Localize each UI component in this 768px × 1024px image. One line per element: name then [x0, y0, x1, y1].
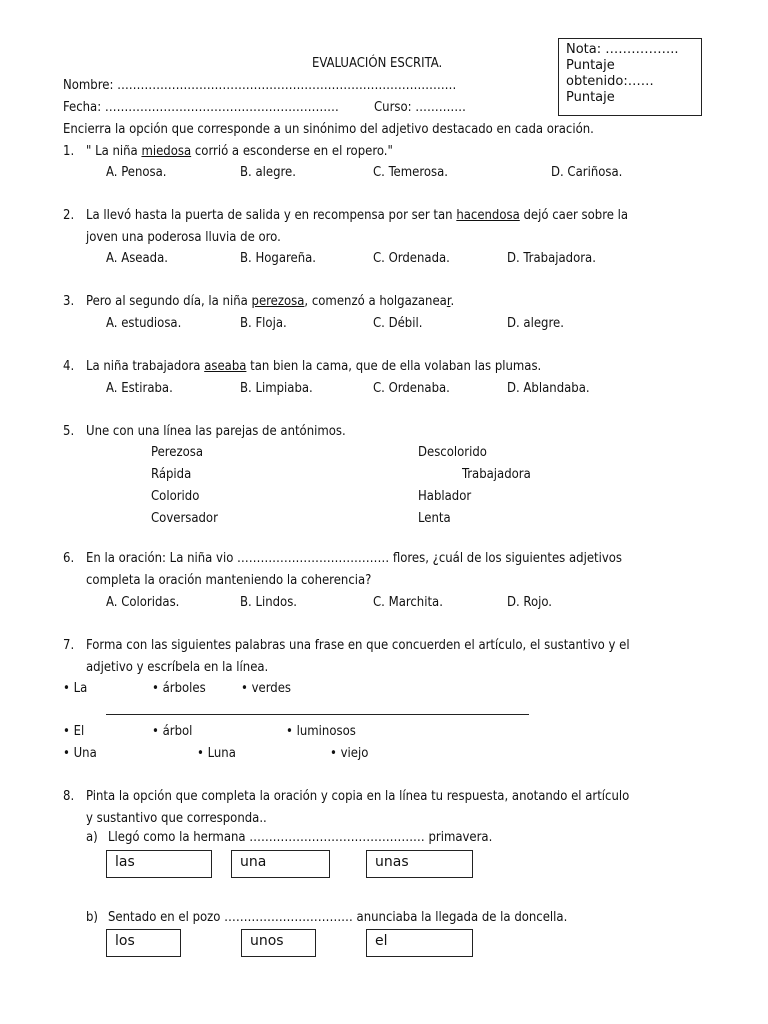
question-7-text-line2: adjetivo y escríbela en la línea. [86, 660, 269, 675]
q4-option-a[interactable]: A. Estiraba. [106, 381, 173, 396]
q6-option-b[interactable]: B. Lindos. [240, 595, 298, 610]
question-7-text: Forma con las siguientes palabras una frase en que concuerden el artículo, el sustantivo y el [86, 638, 630, 653]
course-field: Curso: …………. [374, 100, 466, 115]
grade-score-label-2: Puntaje [566, 90, 615, 105]
q8b-option-box[interactable]: unos [241, 929, 316, 957]
q1-option-d[interactable]: D. Cariñosa. [551, 165, 623, 180]
highlighted-word: perezosa [251, 294, 305, 309]
q8a-option-box[interactable]: unas [366, 850, 473, 878]
q8a-option-box[interactable]: las [106, 850, 212, 878]
q7-word-article: • El [63, 724, 85, 739]
grade-obtained: obtenido:…… [566, 74, 654, 89]
q8b-sentence: Sentado en el pozo …………………………… anunciaba la llegada de la doncella. [108, 910, 568, 925]
q2-option-a[interactable]: A. Aseada. [106, 251, 168, 266]
question-8-text: Pinta la opción que completa la oración y copia en la línea tu respuesta, anotando el artículo [86, 789, 630, 804]
question-8-number: 8. [63, 789, 75, 804]
q8a-sentence: Llegó como la hermana ……………………………………… primavera. [108, 830, 493, 845]
q8b-option-box[interactable]: los [106, 929, 181, 957]
question-6-number: 6. [63, 551, 75, 566]
question-5-text: Une con una línea las parejas de antónimos. [86, 424, 346, 439]
q1-option-a[interactable]: A. Penosa. [106, 165, 167, 180]
q6-option-d[interactable]: D. Rojo. [507, 595, 553, 610]
instruction-text: Encierra la opción que corresponde a un sinónimo del adjetivo destacado en cada oración. [63, 122, 594, 137]
q1-option-b[interactable]: B. alegre. [240, 165, 296, 180]
question-2-number: 2. [63, 208, 75, 223]
question-5-number: 5. [63, 424, 75, 439]
highlighted-word: miedosa [141, 144, 192, 159]
question-7-number: 7. [63, 638, 75, 653]
q4-option-b[interactable]: B. Limpiaba. [240, 381, 313, 396]
question-2-text-line2: joven una poderosa lluvia de oro. [86, 230, 281, 245]
question-4-text: La niña trabajadora aseaba tan bien la cama, que de ella volaban las plumas. [86, 359, 542, 374]
page-title: EVALUACIÓN ESCRITA. [312, 56, 443, 71]
q6-option-a[interactable]: A. Coloridas. [106, 595, 180, 610]
q5-left-word[interactable]: Perezosa [151, 445, 204, 460]
q4-option-c[interactable]: C. Ordenaba. [373, 381, 450, 396]
q6-option-c[interactable]: C. Marchita. [373, 595, 443, 610]
question-2-text: La llevó hasta la puerta de salida y en recompensa por ser tan hacendosa dejó caer sobre la [86, 208, 629, 223]
name-field: Nombre: …………………………………………………………………………… [63, 78, 457, 93]
q5-left-word[interactable]: Colorido [151, 489, 200, 504]
grade-note: Nota: …………….. [566, 42, 679, 57]
q7-word-article: • Una [63, 746, 97, 761]
q7-word-adjective: • viejo [330, 746, 369, 761]
q7-word-noun: • Luna [197, 746, 236, 761]
question-3-text: Pero al segundo día, la niña perezosa, comenzó a holgazanear. [86, 294, 455, 309]
q7-word-noun: • árboles [152, 681, 206, 696]
q2-option-d[interactable]: D. Trabajadora. [507, 251, 596, 266]
q5-right-word[interactable]: Hablador [418, 489, 472, 504]
q3-option-b[interactable]: B. Floja. [240, 316, 287, 331]
q5-right-word[interactable]: Descolorido [418, 445, 487, 460]
q7-word-adjective: • verdes [241, 681, 292, 696]
grade-score-label: Puntaje [566, 58, 615, 73]
q5-right-word[interactable]: Trabajadora [462, 467, 531, 482]
q2-option-b[interactable]: B. Hogareña. [240, 251, 317, 266]
question-1-number: 1. [63, 144, 75, 159]
q8a-label: a) [86, 830, 98, 845]
question-3-number: 3. [63, 294, 75, 309]
q5-right-word[interactable]: Lenta [418, 511, 451, 526]
q1-option-c[interactable]: C. Temerosa. [373, 165, 448, 180]
answer-line[interactable] [106, 714, 529, 715]
question-1-text: " La niña miedosa corrió a esconderse en el ropero." [86, 144, 393, 159]
question-6-text-line2: completa la oración manteniendo la coherencia? [86, 573, 372, 588]
q7-word-noun: • árbol [152, 724, 193, 739]
q3-option-c[interactable]: C. Débil. [373, 316, 423, 331]
q7-word-adjective: • luminosos [286, 724, 356, 739]
question-4-number: 4. [63, 359, 75, 374]
q8b-label: b) [86, 910, 98, 925]
grade-box [558, 38, 702, 116]
q7-word-article: • La [63, 681, 88, 696]
q5-left-word[interactable]: Rápida [151, 467, 192, 482]
q3-option-a[interactable]: A. estudiosa. [106, 316, 182, 331]
q4-option-d[interactable]: D. Ablandaba. [507, 381, 590, 396]
question-6-text: En la oración: La niña vio ………………………………… flores, ¿cuál de los siguientes adjetivos [86, 551, 623, 566]
date-field: Fecha: …………………………………………………… [63, 100, 339, 115]
q5-left-word[interactable]: Coversador [151, 511, 218, 526]
q8b-option-box[interactable]: el [366, 929, 473, 957]
question-8-text-line2: y sustantivo que corresponda.. [86, 811, 267, 826]
highlighted-word: aseaba [204, 359, 247, 374]
highlighted-word: hacendosa [456, 208, 520, 223]
q8a-option-box[interactable]: una [231, 850, 330, 878]
q3-option-d[interactable]: D. alegre. [507, 316, 564, 331]
q2-option-c[interactable]: C. Ordenada. [373, 251, 450, 266]
